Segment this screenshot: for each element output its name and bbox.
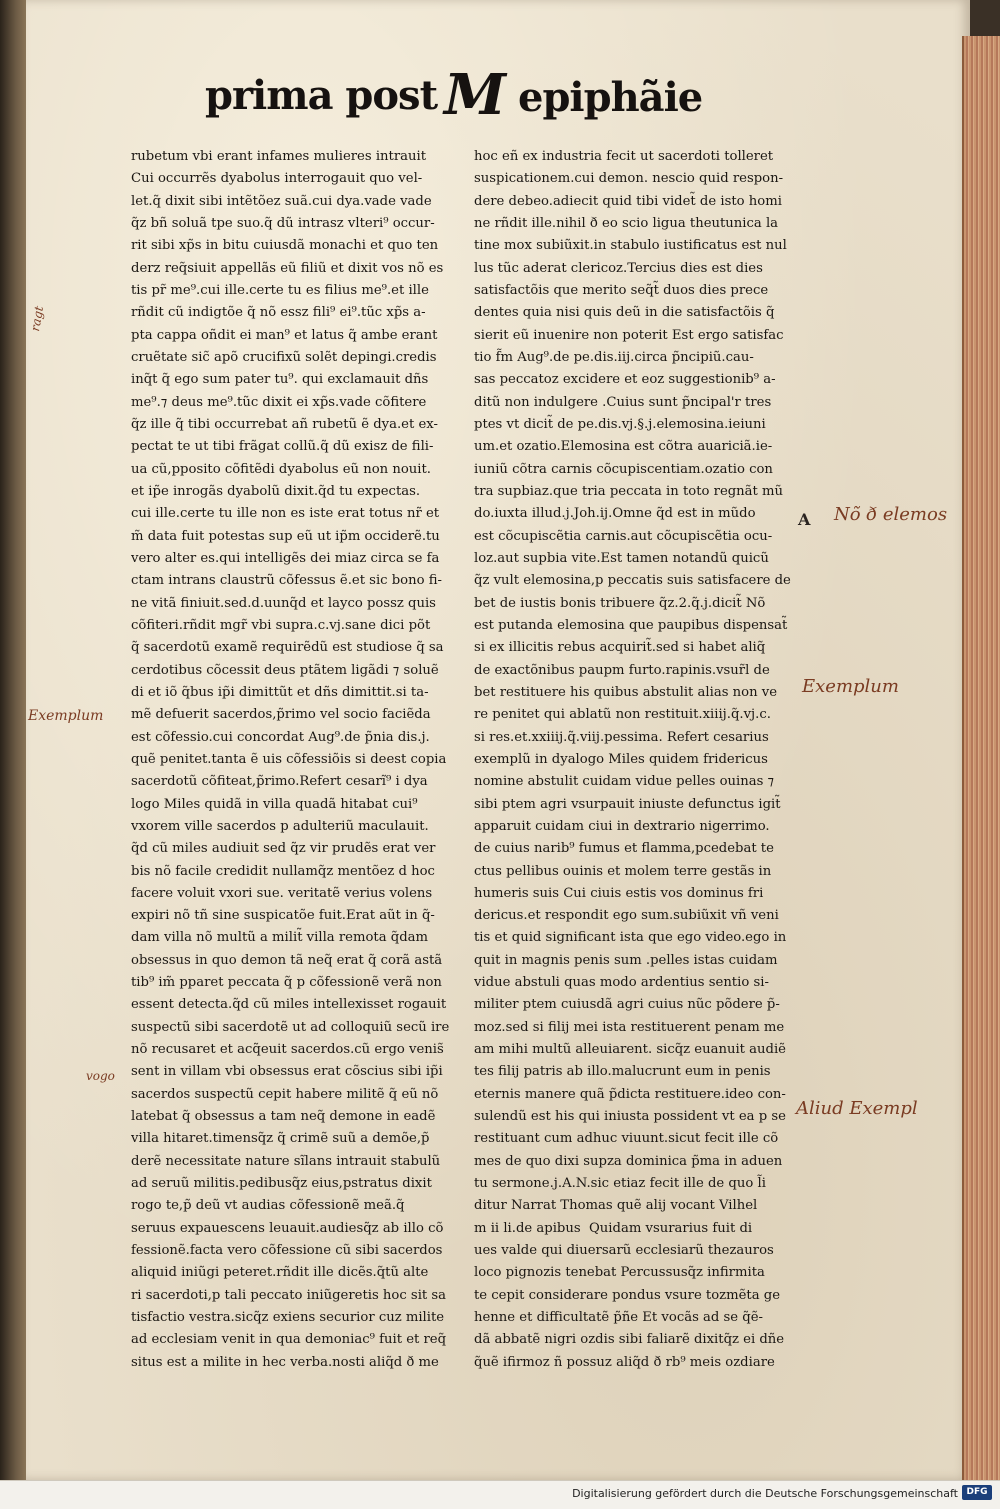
margin-note-exemplum-right: Exemplum bbox=[802, 676, 899, 697]
text-line: nomine abstulit cuidam vidue pelles ouinas ⁊ bbox=[474, 774, 775, 790]
text-line: dam villa nõ multũ a milit̃ villa remota q̃dam bbox=[131, 930, 429, 946]
text-line: tib⁹ im̃ pparet peccata q̃ p cõfessionẽ verã non bbox=[131, 975, 442, 991]
text-line: tra supbiaz.que tria peccata in toto regnãt mũ bbox=[474, 483, 784, 499]
text-line: rubetum vbi erant infames mulieres intrauit bbox=[131, 149, 427, 164]
margin-letter-a: A bbox=[798, 510, 811, 529]
text-line: suspectũ sibi sacerdotẽ ut ad colloquiũ secũ ire bbox=[131, 1019, 450, 1035]
margin-note-elemosina: Nõ ð elemos bbox=[834, 504, 948, 525]
text-column-right bbox=[474, 146, 800, 1374]
text-line: dentes quia nisi quis deũ in die satisfactõis q̃ bbox=[474, 305, 775, 321]
text-line: situs est a milite in hec verba.nosti aliq̃d ð me bbox=[131, 1354, 439, 1370]
text-line: apparuit cuidam ciui in dextrario nigerrimo. bbox=[474, 818, 770, 834]
text-line: ptes vt dicit̃ de pe.dis.vj.§.j.elemosina.ieiuni bbox=[474, 416, 766, 432]
text-line: let.q̃ dixit sibi intẽtõez suã.cui dya.vade vade bbox=[131, 193, 432, 209]
header-left-text: prima post bbox=[205, 72, 438, 119]
text-line: Cui occurrẽs dyabolus interrogauit quo vel- bbox=[131, 171, 423, 187]
text-line: cõfiteri.rñdit mgr̃ vbi supra.c.vj.sane dici põt bbox=[131, 617, 431, 633]
text-line: mẽ defuerit sacerdos,p̃rimo vel socio faciẽda bbox=[131, 707, 431, 723]
text-line: suspicationem.cui demon. nescio quid respon- bbox=[474, 171, 784, 187]
text-line: ne vitã finiuit.sed.d.uunq̃d et layco possz quis bbox=[131, 595, 436, 611]
text-line: ua cũ,pposito cõfitẽdi dyabolus eũ non nouit. bbox=[131, 461, 431, 477]
text-line: m̃ data fuit potestas sup eũ ut ip̃m occiderẽ.tu bbox=[131, 528, 440, 544]
text-line: di et iõ q̃bus ip̃i dimittũt et dñs dimittit.si ta- bbox=[131, 684, 429, 700]
text-line: tine mox subiũxit.in stabulo iustificatus est nul bbox=[474, 238, 787, 254]
text-line: ctus pellibus ouinis et molem terre gestãs in bbox=[474, 863, 772, 879]
text-line: q̃z ille q̃ tibi occurrebat añ rubetũ ẽ dya.et ex- bbox=[131, 416, 438, 432]
text-line: aliquid iniũgi peteret.rñdit ille dicẽs.q̃tũ alte bbox=[131, 1265, 429, 1281]
text-line: moz.sed si filij mei ista restituerent penam me bbox=[474, 1019, 785, 1035]
text-column-left bbox=[131, 146, 461, 1374]
text-line: bis nõ facile credidit nullamq̃z mentõez d hoc bbox=[131, 863, 435, 879]
text-line: tisfactio vestra.sicq̃z exiens securior cuz milite bbox=[131, 1310, 445, 1326]
text-line: rogo te,p̃ deũ vt audias cõfessionẽ meã.q̃ bbox=[131, 1198, 405, 1214]
text-line: dericus.et respondit ego sum.subiũxit vñ veni bbox=[474, 908, 779, 924]
text-line: logo Miles quidã in villa quadã hitabat cui⁹ bbox=[131, 796, 418, 812]
text-line: lus tũc aderat clericoz.Tercius dies est dies bbox=[474, 260, 763, 276]
text-line: q̃z bñ soluã tpe suo.q̃ dũ intrasz vlteri⁹ occur- bbox=[131, 215, 435, 231]
text-line: tio f̃m Aug⁹.de pe.dis.iij.circa p̃ncipiũ.cau- bbox=[474, 349, 754, 365]
text-line: ditur Narrat Thomas quẽ alij vocant Vilhel bbox=[474, 1198, 758, 1214]
text-line: te cepit considerare pondus vsure tozmẽta ge bbox=[474, 1287, 781, 1303]
text-line: cui ille.certe tu ille non es iste erat totus nr̃ et bbox=[131, 506, 440, 522]
text-line: henne et difficultatẽ p̃ñe Et vocãs ad se q̃ẽ- bbox=[474, 1310, 763, 1326]
text-line: quẽ penitet.tanta ẽ uis cõfessiõis si deest copia bbox=[131, 751, 447, 767]
text-line: sierit eũ inuenire non poterit Est ergo satisfac bbox=[474, 327, 784, 343]
text-line: bet de iustis bonis tribuere q̃z.2.q̃.j.dicit̃ Nõ bbox=[474, 595, 766, 611]
running-header bbox=[200, 62, 720, 132]
text-line: derẽ necessitate nature sĩlans intrauit stabulũ bbox=[131, 1153, 441, 1169]
text-line: sas peccatoz excidere et eoz suggestionib⁹ a- bbox=[474, 372, 776, 388]
margin-note-exemplum-left: Exemplum bbox=[28, 708, 104, 724]
text-line: expiri nõ tñ sine suspicatõe fuit.Erat aũt in q̃- bbox=[131, 908, 435, 924]
text-line: inq̃t q̃ ego sum pater tu⁹. qui exclamauit dñs bbox=[131, 372, 429, 388]
text-line: si ex illicitis rebus acquirit̃.sed si habet aliq̃ bbox=[474, 640, 766, 656]
text-line: vxorem ville sacerdos p adulteriũ maculauit. bbox=[131, 818, 429, 834]
text-line: sent in villam vbi obsessus erat cõscius sibi ip̃i bbox=[131, 1064, 443, 1080]
text-line: essent detecta.q̃d cũ miles intellexisset rogauit bbox=[131, 997, 447, 1013]
text-line: loco pignozis tenebat Percussusq̃z infirmita bbox=[474, 1265, 765, 1281]
text-line: ctam intrans claustrũ cõfessus ẽ.et sic bono fi- bbox=[131, 573, 443, 589]
text-line: sibi ptem agri vsurpauit iniuste defunctus igit̃ bbox=[474, 796, 781, 812]
text-line: quit in magnis penis sum .pelles istas cuidam bbox=[474, 952, 778, 968]
text-line: est putanda elemosina que paupibus dispensat̃ bbox=[474, 617, 788, 633]
text-line: tu sermone.j.A.N.sic etiaz fecit ille de quo l̃i bbox=[474, 1176, 766, 1192]
text-line: eternis manere quã p̃dicta restituere.ideo con- bbox=[474, 1086, 786, 1102]
text-line: um.et ozatio.Elemosina est cõtra auariciã.ie- bbox=[474, 439, 773, 455]
text-line: mes de quo dixi supza dominica p̃ma in aduen bbox=[474, 1153, 783, 1169]
text-line: ri sacerdoti,p tali peccato iniũgeretis hoc sit sa bbox=[131, 1287, 447, 1303]
text-line: do.iuxta illud.j.Joh.ij.Omne q̃d est in mũdo bbox=[474, 506, 756, 522]
text-line: sacerdos suspectũ cepit habere militẽ q̃ eũ nõ bbox=[131, 1086, 439, 1102]
text-line: bet restituere his quibus abstulit alias non ve bbox=[474, 684, 778, 700]
text-line: dere debeo.adiecit quid tibi videt̃ de isto homi bbox=[474, 193, 782, 209]
text-line: me⁹.⁊ deus me⁹.tũc dixit ei xp̃s.vade cõfitere bbox=[131, 394, 427, 410]
text-line: re penitet qui ablatũ non restituit.xiiij.q̃.vj.c. bbox=[474, 707, 771, 723]
text-line: tes filij patris ab illo.malucrunt eum in penis bbox=[474, 1064, 771, 1080]
text-line: sacerdotũ cõfiteat,p̃rimo.Refert cesarĩ⁹ i dya bbox=[131, 774, 428, 790]
header-right-text: epiphãie bbox=[518, 74, 703, 121]
text-line: sulendũ est his qui iniusta possident vt ea p se bbox=[474, 1109, 786, 1125]
text-line: m ii li.de apibus Quidam vsurarius fuit di bbox=[474, 1220, 753, 1236]
text-line: q̃uẽ ifirmoz ñ possuz aliq̃d ð rb⁹ meis ozdiare bbox=[474, 1354, 775, 1370]
text-line: exemplũ in dyalogo Miles quidem fridericus bbox=[474, 751, 768, 767]
text-line: rñdit cũ indigtõe q̃ nõ essz fili⁹ ei⁹.tũc xp̃s a- bbox=[131, 305, 426, 321]
text-line: ues valde qui diuersarũ ecclesiarũ thezauros bbox=[474, 1243, 774, 1259]
text-line: q̃ sacerdotũ examẽ requirẽdũ est studiose q̃ sa bbox=[131, 640, 444, 656]
text-line: seruus expauescens leuauit.audiesq̃z ab illo cõ bbox=[131, 1220, 444, 1236]
text-line: nõ recusaret et acq̃euit sacerdos.cũ ergo venis̃ bbox=[131, 1042, 444, 1058]
text-line: cerdotibus cõcessit deus ptãtem ligãdi ⁊ soluẽ bbox=[131, 662, 439, 678]
text-line: est cõfessio.cui concordat Aug⁹.de p̃nia dis.j. bbox=[131, 729, 430, 745]
text-line: ad seruũ militis.pedibusq̃z eius,pstratus dixit bbox=[131, 1176, 432, 1192]
text-line: restituant cum adhuc viuunt.sicut fecit ille cõ bbox=[474, 1131, 779, 1147]
text-line: satisfactõis que merito seq̃t̃ duos dies prece bbox=[474, 282, 769, 298]
text-line: ditũ non indulgere .Cuius sunt p̃ncipal'r tres bbox=[474, 394, 772, 410]
text-line: ad ecclesiam venit in qua demoniac⁹ fuit et req̃ bbox=[131, 1332, 447, 1348]
text-line: obsessus in quo demon tã neq̃ erat q̃ corã astã bbox=[131, 952, 443, 968]
text-line: vidue abstuli quas modo ardentius sentio si- bbox=[474, 975, 769, 991]
text-line: ne rñdit ille.nihil ð eo scio ligua theutunica la bbox=[474, 215, 779, 231]
text-line: est cõcupiscẽtia carnis.aut cõcupiscẽtia ocu- bbox=[474, 528, 773, 544]
margin-note-vogo: vogo bbox=[86, 1069, 115, 1083]
text-line: militer ptem cuiusdã agri cuius nũc põdere p̃- bbox=[474, 997, 780, 1013]
book-binding-edge bbox=[0, 0, 26, 1508]
header-initial-letter: M bbox=[444, 62, 506, 128]
text-line: am mihi multũ alleuiarent. sicq̃z euanuit audiẽ bbox=[474, 1042, 786, 1058]
text-line: villa hitaret.timensq̃z q̃ crimẽ suũ a demõe,p̃ bbox=[131, 1131, 430, 1147]
text-line: q̃z vult elemosina,p peccatis suis satisfacere de bbox=[474, 573, 791, 589]
footer-credit-text: Digitalisierung gefördert durch die Deutsche Forschungsgemeinschaft bbox=[572, 1487, 958, 1500]
text-line: tis pr̃ me⁹.cui ille.certe tu es filius me⁹.et ille bbox=[131, 282, 429, 298]
text-line: dã abbatẽ nigri ozdis sibi faliarẽ dixitq̃z ei dñe bbox=[474, 1332, 785, 1348]
text-line: et ip̃e inrogãs dyabolũ dixit.q̃d tu expectas. bbox=[131, 483, 421, 499]
text-line: derz req̃siuit appellãs eũ filiũ et dixit vos nõ es bbox=[131, 260, 444, 276]
text-line: tis et quid significant ista que ego video.ego in bbox=[474, 930, 787, 946]
text-line: de exactõnibus paupm furto.rapinis.vsur̃l de bbox=[474, 662, 770, 678]
dfg-logo: DFG bbox=[962, 1485, 992, 1500]
text-line: facere voluit vxori sue. veritatẽ verius volens bbox=[131, 885, 433, 901]
text-line: fessionẽ.facta vero cõfessione cũ sibi sacerdos bbox=[131, 1243, 443, 1259]
text-line: pectat te ut tibi frãgat collũ.q̃ dũ exisz de fili- bbox=[131, 439, 434, 455]
text-line: loz.aut supbia vite.Est tamen notandũ quicũ bbox=[474, 550, 769, 566]
text-line: humeris suis Cui ciuis estis vos dominus fri bbox=[474, 885, 764, 901]
text-line: hoc eñ ex industria fecit ut sacerdoti tolleret bbox=[474, 149, 774, 164]
text-line: latebat q̃ obsessus a tam neq̃ demone in eadẽ bbox=[131, 1109, 436, 1125]
text-line: iuniũ cõtra carnis cõcupiscentiam.ozatio con bbox=[474, 461, 773, 477]
text-line: de cuius narib⁹ fumus et flamma,pcedebat te bbox=[474, 841, 774, 857]
text-line: cruẽtate sic̃ apõ crucifixũ solẽt depingi.credis bbox=[131, 349, 437, 365]
text-line: vero alter es.qui intelligẽs dei miaz circa se fa bbox=[131, 550, 440, 566]
text-line: pta cappa oñdit ei man⁹ et latus q̃ ambe erant bbox=[131, 327, 438, 343]
page-stack-edge bbox=[962, 36, 1000, 1480]
text-line: si res.et.xxiiij.q̃.viij.pessima. Refert cesarius bbox=[474, 729, 769, 745]
text-line: q̃d cũ miles audiuit sed q̃z vir prudẽs erat ver bbox=[131, 841, 436, 857]
margin-note-aliud-exemplum: Aliud Exempl bbox=[796, 1098, 918, 1119]
margin-note-gutter: ragt bbox=[28, 304, 47, 333]
text-line: rit sibi xp̃s in bitu cuiusdã monachi et quo ten bbox=[131, 238, 439, 254]
